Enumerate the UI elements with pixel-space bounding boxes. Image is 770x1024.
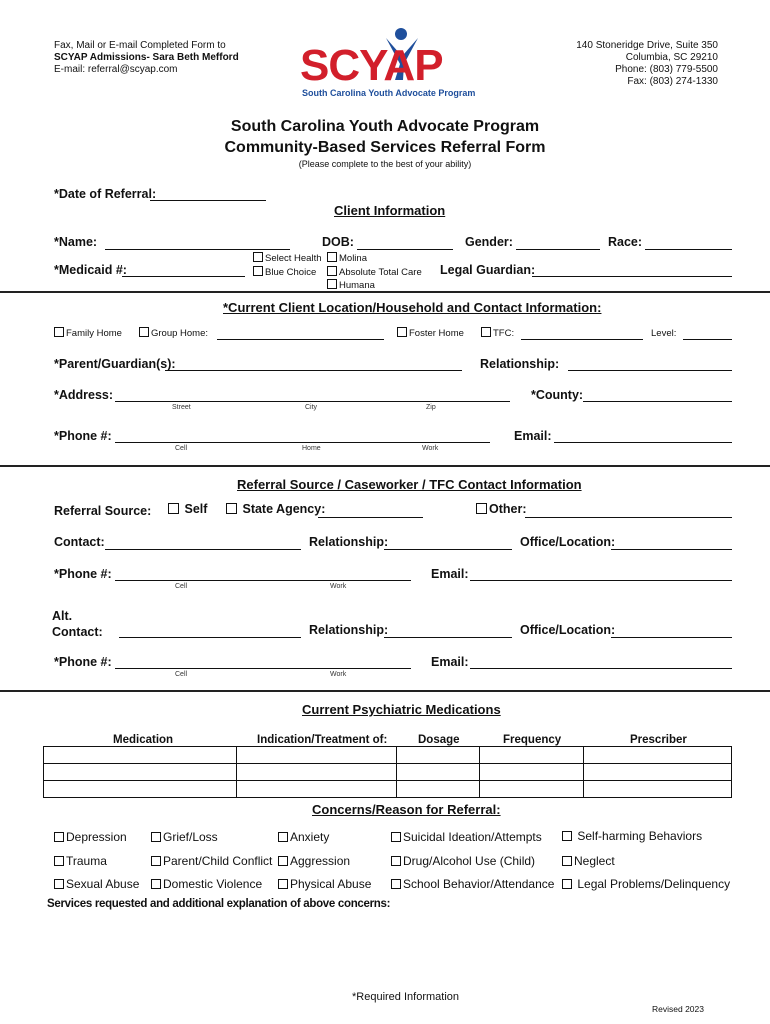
hint-city: City bbox=[305, 404, 318, 411]
table-cell[interactable] bbox=[237, 747, 397, 764]
alt-contact-field[interactable] bbox=[119, 637, 301, 638]
checkbox-icon bbox=[151, 879, 161, 889]
concern-grief-loss[interactable]: Grief/Loss bbox=[151, 830, 218, 844]
option-foster-home[interactable]: Foster Home bbox=[397, 327, 464, 339]
location-section: *Current Client Location/Household and Contact Information: bbox=[223, 300, 602, 315]
table-cell[interactable] bbox=[480, 747, 584, 764]
table-cell[interactable] bbox=[44, 781, 237, 798]
level-field[interactable] bbox=[683, 339, 732, 340]
divider bbox=[0, 291, 770, 293]
revised-date: Revised 2023 bbox=[652, 1004, 704, 1014]
table-cell[interactable] bbox=[397, 764, 480, 781]
checkbox-icon bbox=[562, 856, 572, 866]
address-phone: Phone: (803) 779-5500 bbox=[615, 64, 718, 75]
concern-school-behavior[interactable]: School Behavior/Attendance bbox=[391, 877, 554, 891]
county-label: *County: bbox=[531, 388, 584, 402]
alt-phone-label: *Phone #: bbox=[54, 655, 112, 669]
relationship-label: Relationship: bbox=[480, 357, 560, 371]
checkbox-icon bbox=[253, 266, 263, 276]
table-row bbox=[44, 781, 732, 798]
send-to-admissions: SCYAP Admissions- Sara Beth Mefford bbox=[54, 52, 239, 63]
medicaid-field[interactable] bbox=[122, 276, 245, 277]
hint-home: Home bbox=[302, 445, 321, 452]
alt-office-location-field[interactable] bbox=[611, 637, 732, 638]
legal-guardian-label: Legal Guardian: bbox=[440, 263, 536, 277]
checkbox-icon bbox=[278, 832, 288, 842]
name-field[interactable] bbox=[105, 249, 290, 250]
checkbox-icon bbox=[391, 879, 401, 889]
phone-label: *Phone #: bbox=[54, 429, 112, 443]
hint-zip: Zip bbox=[426, 404, 436, 411]
address-street: 140 Stoneridge Drive, Suite 350 bbox=[576, 40, 718, 51]
address-label: *Address: bbox=[54, 388, 114, 402]
concern-suicidal[interactable]: Suicidal Ideation/Attempts bbox=[391, 830, 542, 844]
hint-work: Work bbox=[330, 583, 347, 590]
table-cell[interactable] bbox=[44, 764, 237, 781]
address-city: Columbia, SC 29210 bbox=[625, 52, 718, 63]
address-field[interactable] bbox=[115, 401, 510, 402]
county-field[interactable] bbox=[583, 401, 732, 402]
referral-email-field[interactable] bbox=[470, 580, 732, 581]
checkbox-icon bbox=[481, 327, 491, 337]
services-requested-field[interactable] bbox=[47, 915, 733, 985]
table-cell[interactable] bbox=[397, 781, 480, 798]
referral-email-label: Email: bbox=[431, 567, 469, 581]
send-to-block bbox=[54, 40, 239, 76]
race-label: Race: bbox=[608, 235, 643, 249]
col-indication: Indication/Treatment of: bbox=[257, 734, 388, 746]
referral-relationship-field[interactable] bbox=[384, 549, 512, 550]
contact-field[interactable] bbox=[105, 549, 301, 550]
logo-tagline: South Carolina Youth Advocate Program bbox=[302, 88, 476, 98]
checkbox-icon bbox=[391, 856, 401, 866]
address-fax: Fax: (803) 274-1330 bbox=[627, 76, 718, 87]
checkbox-icon bbox=[476, 503, 487, 514]
checkbox-icon bbox=[397, 327, 407, 337]
option-family-home[interactable]: Family Home bbox=[54, 327, 122, 339]
checkbox-icon bbox=[139, 327, 149, 337]
concern-self-harming[interactable]: Self-harming Behaviors bbox=[562, 829, 702, 843]
referral-source-label: Referral Source: bbox=[54, 504, 152, 518]
checkbox-icon bbox=[278, 856, 288, 866]
relationship-field[interactable] bbox=[568, 370, 732, 371]
email-field[interactable] bbox=[554, 442, 732, 443]
checkbox-icon bbox=[54, 832, 64, 842]
table-cell[interactable] bbox=[237, 764, 397, 781]
concern-aggression[interactable]: Aggression bbox=[278, 854, 350, 868]
concern-parent-child-conflict[interactable]: Parent/Child Conflict bbox=[151, 854, 272, 868]
scyap-logo bbox=[300, 24, 476, 100]
group-home-field[interactable] bbox=[217, 339, 384, 340]
legal-guardian-field[interactable] bbox=[532, 276, 732, 277]
phone-field[interactable] bbox=[115, 442, 490, 443]
option-other[interactable]: Other: bbox=[476, 502, 527, 516]
concern-physical-abuse[interactable]: Physical Abuse bbox=[278, 877, 371, 891]
dob-label: DOB: bbox=[322, 235, 354, 249]
referral-relationship-label: Relationship: bbox=[309, 535, 389, 549]
checkbox-icon bbox=[327, 266, 337, 276]
table-cell[interactable] bbox=[480, 764, 584, 781]
plan-molina[interactable]: Molina bbox=[327, 252, 367, 264]
plan-humana[interactable]: Humana bbox=[327, 279, 375, 291]
checkbox-icon bbox=[327, 252, 337, 262]
referral-section: Referral Source / Caseworker / TFC Contact Information bbox=[237, 477, 582, 492]
table-cell[interactable] bbox=[584, 781, 732, 798]
hint-cell: Cell bbox=[175, 445, 188, 452]
alt-contact-label-line2: Contact: bbox=[52, 625, 103, 639]
office-location-label: Office/Location: bbox=[520, 535, 616, 549]
form-title-line2: Community-Based Services Referral Form bbox=[224, 139, 546, 156]
logo-text: SCYAP bbox=[300, 41, 443, 90]
send-to-email: E-mail: referral@scyap.com bbox=[54, 64, 178, 75]
form-note: (Please complete to the best of your ability) bbox=[298, 159, 472, 169]
concern-neglect[interactable]: Neglect bbox=[562, 854, 615, 868]
email-label: Email: bbox=[514, 429, 552, 443]
office-location-field[interactable] bbox=[611, 549, 732, 550]
plan-select-health[interactable]: Select Health bbox=[253, 252, 322, 264]
concern-drug-alcohol[interactable]: Drug/Alcohol Use (Child) bbox=[391, 854, 535, 868]
checkbox-icon bbox=[151, 856, 161, 866]
concern-sexual-abuse[interactable]: Sexual Abuse bbox=[54, 877, 139, 891]
col-dosage: Dosage bbox=[418, 734, 460, 746]
alt-email-label: Email: bbox=[431, 655, 469, 669]
alt-phone-field[interactable] bbox=[115, 668, 411, 669]
medicaid-label: *Medicaid #: bbox=[54, 263, 127, 277]
table-cell[interactable] bbox=[480, 781, 584, 798]
option-state-agency[interactable]: State Agency: bbox=[226, 502, 325, 516]
checkbox-icon bbox=[562, 831, 572, 841]
table-cell[interactable] bbox=[397, 747, 480, 764]
concern-anxiety[interactable]: Anxiety bbox=[278, 830, 329, 844]
option-tfc[interactable]: TFC: bbox=[481, 327, 514, 339]
checkbox-icon bbox=[151, 832, 161, 842]
alt-contact-label-line1: Alt. bbox=[52, 609, 73, 623]
parent-guardian-label: *Parent/Guardian(s): bbox=[54, 357, 176, 371]
referral-phone-label: *Phone #: bbox=[54, 567, 112, 581]
concern-trauma[interactable]: Trauma bbox=[54, 854, 107, 868]
other-field[interactable] bbox=[525, 517, 732, 518]
checkbox-icon bbox=[54, 879, 64, 889]
table-cell[interactable] bbox=[584, 764, 732, 781]
medications-table bbox=[43, 746, 732, 798]
hint-street: Street bbox=[172, 404, 191, 411]
checkbox-icon bbox=[253, 252, 263, 262]
checkbox-icon bbox=[54, 856, 64, 866]
state-agency-field[interactable] bbox=[318, 517, 423, 518]
gender-field[interactable] bbox=[516, 249, 600, 250]
table-row bbox=[44, 747, 732, 764]
alt-relationship-label: Relationship: bbox=[309, 623, 389, 637]
hint-cell: Cell bbox=[175, 583, 188, 590]
alt-relationship-field[interactable] bbox=[384, 637, 512, 638]
name-label: *Name: bbox=[54, 235, 98, 249]
hint-work: Work bbox=[422, 445, 439, 452]
date-of-referral-field[interactable] bbox=[150, 200, 266, 201]
plan-blue-choice[interactable]: Blue Choice bbox=[253, 266, 316, 278]
divider bbox=[0, 465, 770, 467]
form-title-line1: South Carolina Youth Advocate Program bbox=[230, 118, 540, 135]
race-field[interactable] bbox=[645, 249, 732, 250]
medications-section: Current Psychiatric Medications bbox=[302, 702, 501, 717]
checkbox-icon bbox=[391, 832, 401, 842]
parent-guardian-field[interactable] bbox=[165, 370, 462, 371]
col-prescriber: Prescriber bbox=[630, 734, 687, 746]
concern-depression[interactable]: Depression bbox=[54, 830, 127, 844]
checkbox-icon bbox=[54, 327, 64, 337]
dob-field[interactable] bbox=[357, 249, 453, 250]
plan-absolute-total-care[interactable]: Absolute Total Care bbox=[327, 266, 422, 278]
gender-label: Gender: bbox=[465, 235, 513, 249]
send-to-line: Fax, Mail or E-mail Completed Form to bbox=[54, 40, 226, 51]
referral-phone-field[interactable] bbox=[115, 580, 411, 581]
concern-domestic-violence[interactable]: Domestic Violence bbox=[151, 877, 262, 891]
checkbox-icon bbox=[562, 879, 572, 889]
option-group-home[interactable]: Group Home: bbox=[139, 327, 208, 339]
concern-legal-problems[interactable]: Legal Problems/Delinquency bbox=[562, 877, 730, 891]
date-of-referral-label: *Date of Referral: bbox=[54, 187, 157, 201]
table-cell[interactable] bbox=[44, 747, 237, 764]
alt-contact-label bbox=[52, 608, 103, 640]
concerns-section: Concerns/Reason for Referral: bbox=[312, 802, 501, 817]
alt-office-location-label: Office/Location: bbox=[520, 623, 616, 637]
table-cell[interactable] bbox=[584, 747, 732, 764]
option-self[interactable]: Self bbox=[168, 502, 207, 516]
tfc-field[interactable] bbox=[521, 339, 643, 340]
col-frequency: Frequency bbox=[503, 734, 562, 746]
checkbox-icon bbox=[327, 279, 337, 289]
hint-cell: Cell bbox=[175, 671, 188, 678]
client-info-section: Client Information bbox=[334, 203, 446, 218]
address-block bbox=[576, 40, 718, 88]
checkbox-icon bbox=[278, 879, 288, 889]
col-medication: Medication bbox=[113, 734, 174, 746]
required-info-note: *Required Information bbox=[352, 991, 460, 1003]
hint-work: Work bbox=[330, 671, 347, 678]
table-cell[interactable] bbox=[237, 781, 397, 798]
alt-email-field[interactable] bbox=[470, 668, 732, 669]
contact-label: Contact: bbox=[54, 535, 105, 549]
table-row bbox=[44, 764, 732, 781]
divider bbox=[0, 690, 770, 692]
level-label: Level: bbox=[651, 328, 677, 339]
checkbox-icon bbox=[226, 503, 237, 514]
services-requested-label: Services requested and additional explanation of above concerns: bbox=[47, 898, 391, 910]
checkbox-icon bbox=[168, 503, 179, 514]
